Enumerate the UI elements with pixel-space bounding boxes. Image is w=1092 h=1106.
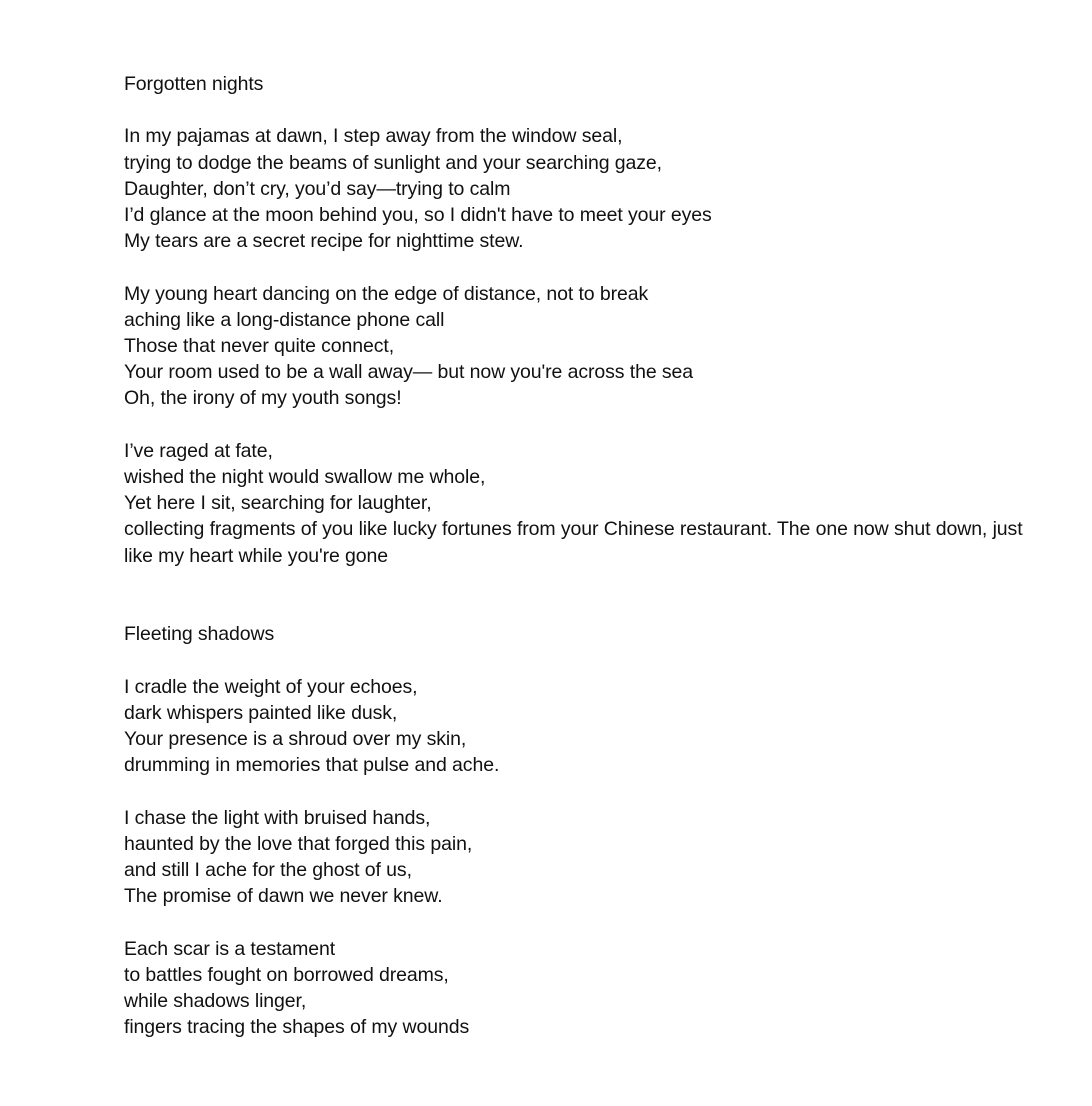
poem-line: Your presence is a shroud over my skin, [124,728,467,750]
poem-line: trying to dodge the beams of sunlight and your searching gaze, [124,151,662,174]
poem-line: while shadows linger, [124,990,307,1012]
poem-line: and still I ache for the ghost of us, [124,859,412,881]
stanza [124,674,1024,779]
poem-line: In my pajamas at dawn, I step away from the window seal, [124,125,623,148]
poem-title: Fleeting shadows [124,623,275,646]
stanza [124,805,1024,910]
poem-line: drumming in memories that pulse and ache. [124,754,500,777]
poem-line: Oh, the irony of my youth songs! [124,387,402,410]
poem-line: haunted by the love that forged this pain, [124,832,473,855]
poem-line: collecting fragments of you like lucky fortunes from your Chinese restaurant. The one now shut down, just like my heart while you're gone [124,518,1023,567]
poem-line: The promise of dawn we never knew. [124,885,443,908]
stanza [124,281,1024,412]
document-page [124,71,1024,1040]
stanza [124,936,1024,1041]
poem-line: I’ve raged at fate, [124,439,273,462]
poem-forgotten-nights [124,71,1024,569]
poem-line: Your room used to be a wall away— but now you're across the sea [124,361,694,384]
poem-line: Yet here I sit, searching for laughter, [124,492,432,515]
stanza [124,438,1024,569]
poem-title: Forgotten nights [124,73,264,95]
poem-line: wished the night would swallow me whole, [124,466,486,488]
poem-fleeting-shadows [124,621,1024,1040]
stanza [124,123,1024,254]
poem-line: aching like a long-distance phone call [124,308,445,331]
poem-line: I chase the light with bruised hands, [124,806,431,829]
poem-line: Each scar is a testament [124,937,336,960]
poem-line: fingers tracing the shapes of my wounds [124,1016,470,1039]
poem-line: to battles fought on borrowed dreams, [124,963,449,986]
poem-line: I’d glance at the moon behind you, so I didn't have to meet your eyes [124,204,712,226]
poem-line: Daughter, don’t cry, you’d say—trying to calm [124,177,511,200]
poem-line: dark whispers painted like dusk, [124,701,398,724]
poem-line: Those that never quite connect, [124,335,395,357]
poem-line: I cradle the weight of your echoes, [124,675,418,698]
poem-line: My young heart dancing on the edge of distance, not to break [124,282,649,305]
poem-line: My tears are a secret recipe for nighttime stew. [124,230,524,253]
